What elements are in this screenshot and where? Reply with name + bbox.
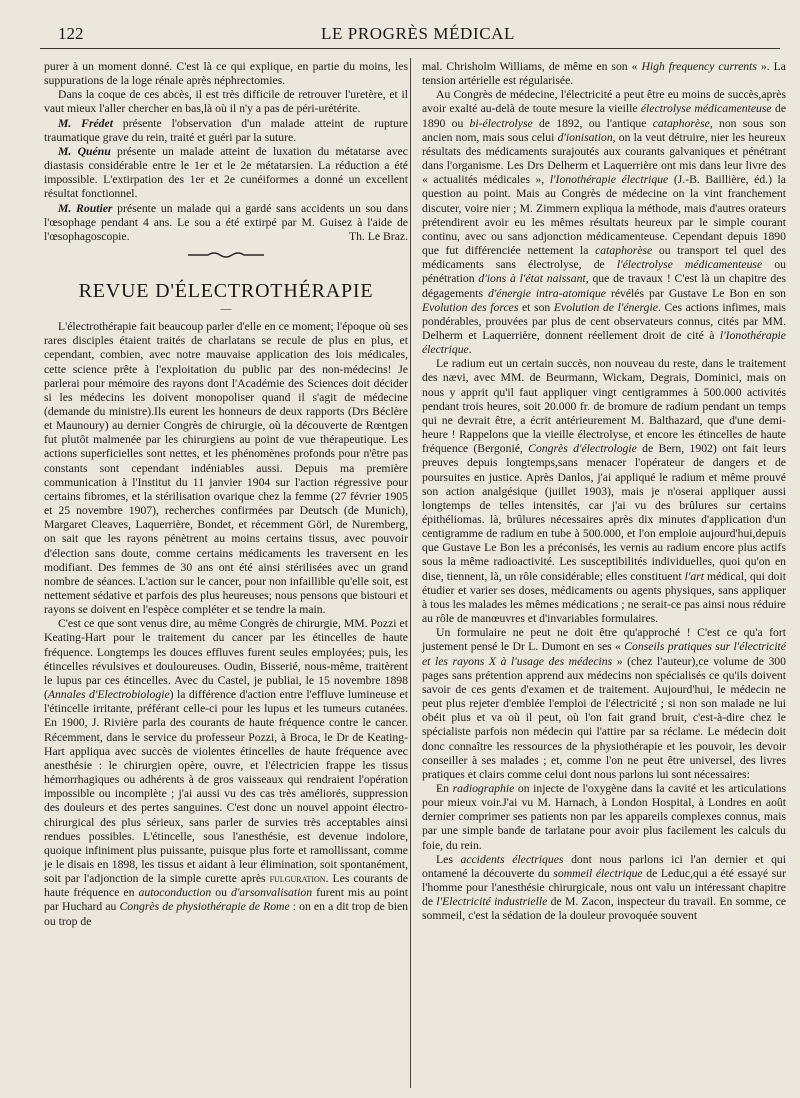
paragraph: [44, 117, 408, 145]
text-run: . Ces actions infimes, mais pondérables, prouvées par plus de cent observateurs connus, cités par MM. Delherm et Laquerrière, donnent réellement droit de cité à: [422, 300, 786, 342]
italic-run: l'électrolyse médicamenteuse: [616, 258, 763, 272]
speaker-name: M. Routier: [58, 201, 113, 215]
right-column: [422, 60, 786, 924]
italic-run: Congrès d'électrologie: [528, 442, 637, 456]
italic-run: d'énergie intra-atomique: [487, 286, 606, 300]
text-run: » (chez l'auteur),ce volume de 300 pages sans prétention apprend aux médecins non spécialisés ce qu'ils doivent savoir de ces gents d'examen et de traitement. Aujourd'hui, le médecin ne peut plus rejeter d'emblée l'emploi de l'électricité ; si non son malade ne lui obéit plus et va où il peut, où l'on fait grand bruit, c'est-à-dire chez le spécialiste parfois non médecin qui l'attire par sa réclame. Le médecin doit donc connaître les ressources de la physiothérapie et les pouvoir, les devoir conseiller à ses malades ; et, comme l'on ne peut être universel, des livres pratiques et clairs comme celui dont nous parlons lui sont nécessaires:: [422, 654, 786, 781]
text-run: ) la différence d'action entre l'effluve lumineuse et l'étincelle irritante, préférant celle-ci pour les lupus et les tumeurs cutanées. En 1900, J. Rivière parla des courants de haute fréquence contre le cancer. Récemment, dans le service du professeur Pozzi, à Broca, le Dr de Keating-Hart appliqua avec succès de violentes étincelles de haute fréquence avec anesthésie : le chirurgien opère, ouvre, et l'électricien frappe les tissus hémorrhagiques ou adhérents à de gros vaisseaux qui rendraient l'opération impossible ou incomplète ; j'ai aussi vu des cas très améliorés, suppression des douleurs et des pertes sanguines. C'est donc un nouvel appoint électro-chirurgical des plus sérieux, sans parler de survies très acceptables ainsi rendues possibles. L'étincelle, sous l'anesthésie, est devenue indolore, quoique infiniment plus puissante, puisque plus forte et ramollissant, comme je le disais en 1898, les tissus et aidant à leur élimination, soit spontanément, soit par l'adjonction de la simple curette après: [44, 688, 408, 886]
text-run: dont nous parlons ici l'an dernier et qui ontamené la découverte du: [422, 852, 787, 880]
italic-run: High frequency currents: [641, 60, 757, 73]
paragraph-text: présente l'observation d'un malade atteint de rupture traumatique grave du rein, traité et guéri par la suture.: [44, 116, 408, 144]
title-dash: —: [220, 303, 232, 316]
paragraph: purer à un moment donné. C'est là ce qui explique, en partie du moins, les suppurations de la loge rénale après néphrectomies.: [44, 60, 408, 88]
text-run: ou transport tel quel des médicaments sans électrolyse, de: [422, 244, 786, 272]
text-run: de 1892, ou l'antique: [532, 116, 653, 130]
italic-run: l'Ionothérapie électrique: [422, 328, 786, 357]
italic-run: sommeil électrique: [553, 866, 643, 880]
italic-run: bi-électrolyse: [469, 116, 533, 130]
text-run: . Les courants de haute fréquence en: [44, 872, 408, 900]
ornament-rule-icon: [186, 248, 266, 262]
italic-run: l'Electricité industrielle: [436, 895, 548, 909]
text-run: Les: [436, 852, 461, 866]
italic-run: l'art: [684, 569, 704, 583]
text-run: En: [436, 781, 453, 795]
paragraph: [422, 782, 786, 853]
paragraph: [422, 626, 786, 782]
column-divider: [410, 58, 411, 1088]
italic-run: Conseils pratiques sur l'électricité et les rayons X à l'usage des médecins: [422, 640, 786, 668]
text-run: mal. Chrisholm Williams, de même en son «: [422, 60, 642, 73]
section-ornament: [44, 244, 408, 274]
text-run: furent mis au point par Huchard au: [44, 886, 409, 914]
paragraph: [422, 88, 786, 357]
paragraph: [422, 357, 786, 626]
italic-run: Annales d'Electrobiologie: [47, 688, 170, 702]
paragraph: [44, 202, 408, 244]
text-run: (J.-B. Baillière, éd.) la question au point. Mais au Congrès de médecine on la vint franchement discuter, voire nier ; M. Zimmern expliqua la méthode, mais d'autres orateurs prétendirent avoir eu les mêmes résultats heureux par le simple courant continu, avec ou sans adjonction médicamenteuse. Cependant depuis 1890 que fut différenciée nettement la: [422, 173, 786, 258]
paragraph: L'électrothérapie fait beaucoup parler d'elle en ce moment; l'époque où ses rares disciples étaient traités de charlatans se recule de plus en plus, et cependant, combien, avec notre mauvaise application des lois médicales, cette science prête à l'exploitation du public par des non-médecins! Je parlerai pour mémoire des rayons dont l'Académie des Sciences doit décider si les médecins les doivent monopoliser quand il s'agit de médecine (demande du ministre).Ils eurent les honneurs de deux rapports (Drs Béclère et Maunoury) au dernier Congrès de chirurgie, où la découverte de Rœntgen fut plutôt malmenée par les chirurgiens au point de vue thérapeutique. Les actions superficielles sont nettes, et les phénomènes profonds pour n'être pas constants sont cependant indéniables aussi. Depuis ma première communication à l'Institut du 11 janvier 1904 sur l'action régressive pour certains fibromes, et la stérilisation ovarique chez la femme (27 février 1905 et 25 novembre 1907), recherches confirmées par Deutsch (de Munich), Margaret Cleaves, Laquerrière, Bondet, et récemment Görl, de Nuremberg, on sait que les rayons pénètrent au moins certains tissus, avec pouvoir d'élection sans doute, comme certains médicaments les traversent en les modifiant. Des femmes de 30 ans ont été ainsi stérilisées avec un grand nombre de séances. L'action sur le cancer, pour non infaillible qu'elle soit, est nettement sédative et parfois des plus heureuses; nous pensons que bistouri et rayons se doivent en l'espèce compléter et se tendre la main.: [44, 320, 408, 617]
text-run: de M. Zacon, inspecteur du travail. En somme, ce sommeil, c'est la sédation de la douleur provoquée souvent: [422, 895, 787, 923]
italic-run: cataphorèse: [652, 116, 710, 130]
text-run: de 1890 ou: [422, 102, 786, 130]
text-run: .: [468, 343, 472, 357]
italic-run: d'arsonvalisation: [230, 886, 313, 900]
paragraph: [422, 60, 786, 88]
page-number: 122: [58, 24, 84, 43]
paragraph: [44, 617, 408, 928]
text-run: , non sous son ancien nom, mais sous celui: [422, 116, 786, 144]
text-run: de Bern, 1902) ont fait leurs preuves depuis longtemps,sans menacer l'opérateur de dangers et de poursuites en justice. Après Danlos, j'ai appliqué le radium et même prouvé son action analgésique (juillet 1903), mais je n'oserai appliquer aussi longtemps de telles intensités, car j'ai vu des brûlures sur certains épithéliomas. là, brûlures nécessaires après dix minutes d'application d'un centigramme de radium en tube à 500.000, et l'on emploie aujourd'hui,depuis que Gustave Le Bon les a préconisés, les vernis au radium encore plus actifs sous la même radioactivité. Les susceptibilités individuelles, quoi qu'on en dise, tiennent, là, un rôle considérable; elles constituent: [422, 442, 786, 583]
speaker-name: M. Quénu: [58, 144, 111, 158]
paragraph: [44, 145, 408, 202]
paragraph-text: présente un malade atteint de luxation du métatarse avec diastasis considérable entre le 1er et le 2e métatarsien. La réduction a été impossible. L'extirpation des 1er et 2e cunéiformes a donné un excellent résultat fonctionnel.: [44, 144, 408, 201]
text-run: et son: [518, 300, 554, 314]
italic-run: accidents électriques: [460, 852, 564, 866]
italic-run: cataphorèse: [595, 244, 653, 258]
italic-run: d'ionisation: [557, 130, 613, 144]
italic-run: Congrès de physiothérapie de Rome: [119, 900, 290, 914]
speaker-name: M. Frédet: [58, 116, 113, 130]
page-header: [58, 24, 778, 46]
italic-run: d'ions à l'état naissant: [478, 272, 586, 286]
italic-run: autoconduction: [138, 886, 212, 900]
text-run: révélés par Gustave Le Bon en son: [606, 286, 787, 300]
text-run: ». La tension artérielle est régularisée.: [422, 60, 786, 88]
paragraph-text: présente un malade qui a gardé sans accidents un sou dans l'œsophage pendant 4 ans. Le sou a été extirpé par M. Guisez à l'aide de l'œsophagoscopie.: [44, 201, 409, 243]
italic-run: électrolyse médicamenteuse: [640, 102, 772, 116]
text-run: Un formulaire ne peut ne doit être qu'approché ! C'est ce qu'a fort justement pensé le Dr L. Dumont en ses «: [422, 626, 786, 654]
text-run: , on la veut détruire, nier les heureux résultats des médicaments surajoutés aux courants galvaniques et pénétrant dans l'organisme. Les Drs Delherm et Laquerrière ont mis dans leur livre des « actualités médicales »,: [422, 130, 786, 187]
text-run: médical, qui doit étudier et varier ses doses, médicaments ou agents physiques, sans appliquer à tous les malades les mêmes médications ; ne serait-ce pas ainsi nous réduire au rôle de manœuvres et d'invariables formulaires.: [422, 569, 787, 626]
smallcaps-run: fulguration: [269, 872, 326, 886]
text-run: de Leduc,qui a été essayé sur l'homme pour l'anesthésie chirurgicale, nous ont valu un intéressant chapitre de: [422, 866, 787, 909]
author-signature: Th. Le Braz.: [348, 229, 408, 243]
header-rule: [40, 48, 780, 49]
text-run: C'est ce que sont venus dire, au même Congrès de chirurgie, MM. Pozzi et Keating-Hart pour le traitement du cancer par les étincelles de haute fréquence. Longtemps les douces effluves furent seules employées; puis, les étincelles révulsives et douloureuses. Oudin, Bisserié, nous-même, traitèrent le lupus par ces étincelles. Avec du Castel, je publiai, le 15 novembre 1898 (: [44, 617, 408, 702]
left-column: [44, 60, 408, 929]
text-run: ou pénétration: [422, 258, 786, 286]
italic-run: radiographie: [452, 781, 515, 795]
text-run: , que de travaux ! C'est là un chapitre des dégagements: [422, 272, 786, 300]
paragraph: [422, 853, 786, 924]
text-run: Au Congrès de médecine, l'électricité a peut être eu moins de succès,après avoir exalté au-delà de toute mesure la vieille: [422, 88, 786, 116]
text-run: : on en a dit trop de bien ou trop de: [44, 900, 408, 928]
text-run: on injecte de l'oxygène dans la cavité et les articulations pour mieux voir.J'ai vu M. Harnach, à London Hospital, à Londres en août dernier comprimer ses patients non par les appareils complexes connus, mais par une simple bande de tarlatane pour avoir plus facilement les calculs du foie, du rein.: [422, 781, 787, 852]
text-run: Le radium eut un certain succès, non nouveau du reste, dans le traitement des nævi, avec MM. de Beurmann, Wickam, Degrais, Dominici, mais on nous y apprit qu'il faut appliquer vingt centigrammes à 500.000 activités pendant trois heures, soit 20.000 fr. de bromure de radium pendant un temps qui ne devrait être, a écrit antérieurement M. Balthazard, que d'une demi-heure ! Rappelons que la vieille électrolyse, et encore les étincelles de haute fréquence (Bergonié,: [422, 357, 786, 456]
italic-run: l'Ionothérapie électrique: [549, 173, 669, 187]
paragraph: Dans la coque de ces abcès, il est très difficile de retrouver l'uretère, et il vaut mieux l'aller chercher en bas,là où il n'y a pas de péri-urétérite.: [44, 88, 408, 116]
section-title: REVUE D'ÉLECTROTHÉRAPIE: [78, 280, 374, 303]
running-title: LE PROGRÈS MÉDICAL: [320, 24, 516, 43]
italic-run: Evolution des forces: [422, 300, 519, 314]
text-run: ou: [211, 886, 231, 900]
italic-run: Evolution de l'énergie: [553, 300, 658, 314]
